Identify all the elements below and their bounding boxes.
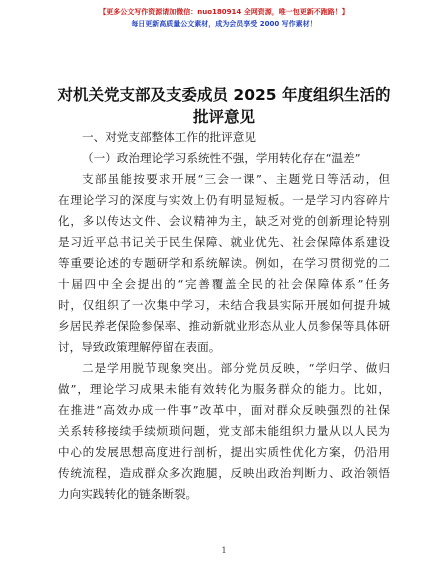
paragraph-line: 做”，理论学习成果未能有效转化为服务群众的能力。比如， [58, 382, 390, 396]
paragraph-line: 传统流程，造成群众多次跑腿，反映出政治判断力、政治领悟 [58, 466, 390, 480]
paragraph-line: 力向实践转化的链条断裂。 [58, 487, 198, 501]
paragraph-line: 支部虽能按要求开展“三会一课”、主题党日等活动，但 [82, 172, 390, 186]
promo-banner-line2: 每日更新高质量公文素材，成为会员享受 2000 写作素材！ [131, 20, 317, 28]
paragraph-line: 化，多以传达文件、会议精神为主，缺乏对党的创新理论特别 [58, 214, 390, 228]
paragraph-line: 中心的发展思想高度进行剖析，提出实质性优化方案，仍沿用 [58, 445, 390, 459]
paragraph-2 [58, 358, 390, 505]
paragraph-line: 在推进“高效办成一件事”改革中，面对群众反映强烈的社保 [58, 403, 390, 417]
document-body [58, 127, 390, 505]
promo-banner-line1: 【更多公文写作资源请加微信：nuo180914 全网资源，唯一包更新不跑路！】 [99, 8, 349, 16]
document-title [40, 84, 408, 128]
promo-banner [0, 6, 448, 30]
subsection-heading: （一）政治理论学习系统性不强，学用转化存在“温差” [82, 151, 361, 165]
paragraph-line: 在理论学习的深度与实效上仍有明显短板。一是学习内容碎片 [58, 193, 390, 207]
section-heading: 一、对党支部整体工作的批评意见 [82, 130, 256, 144]
paragraph-1 [58, 169, 390, 358]
paragraph-line: 时，仅组织了一次集中学习，未结合我县实际开展如何提升城 [58, 298, 390, 312]
paragraph-line: 等重要论述的专题研学和系统解读。例如，在学习贯彻党的二 [58, 256, 390, 270]
paragraph-line: 乡居民养老保险参保率、推动新就业形态从业人员参保等具体研 [58, 319, 390, 333]
paragraph-line: 十届四中全会提出的“完善覆盖全民的社会保障体系”任务 [58, 277, 390, 291]
paragraph-line: 是习近平总书记关于民生保障、就业优先、社会保障体系建设 [58, 235, 390, 249]
paragraph-line: 二是学用脱节现象突出。部分党员反映，“学归学、做归 [82, 361, 390, 375]
paragraph-line: 关系转移接续手续烦琐问题，党支部未能组织力量从以人民为 [58, 424, 390, 438]
document-title-line1: 对机关党支部及支委成员 2025 年度组织生活的 [57, 86, 391, 104]
document-title-line2: 批评意见 [192, 108, 255, 126]
page-number: 1 [221, 546, 227, 555]
paragraph-line: 讨，导致政策理解停留在表面。 [58, 340, 221, 354]
